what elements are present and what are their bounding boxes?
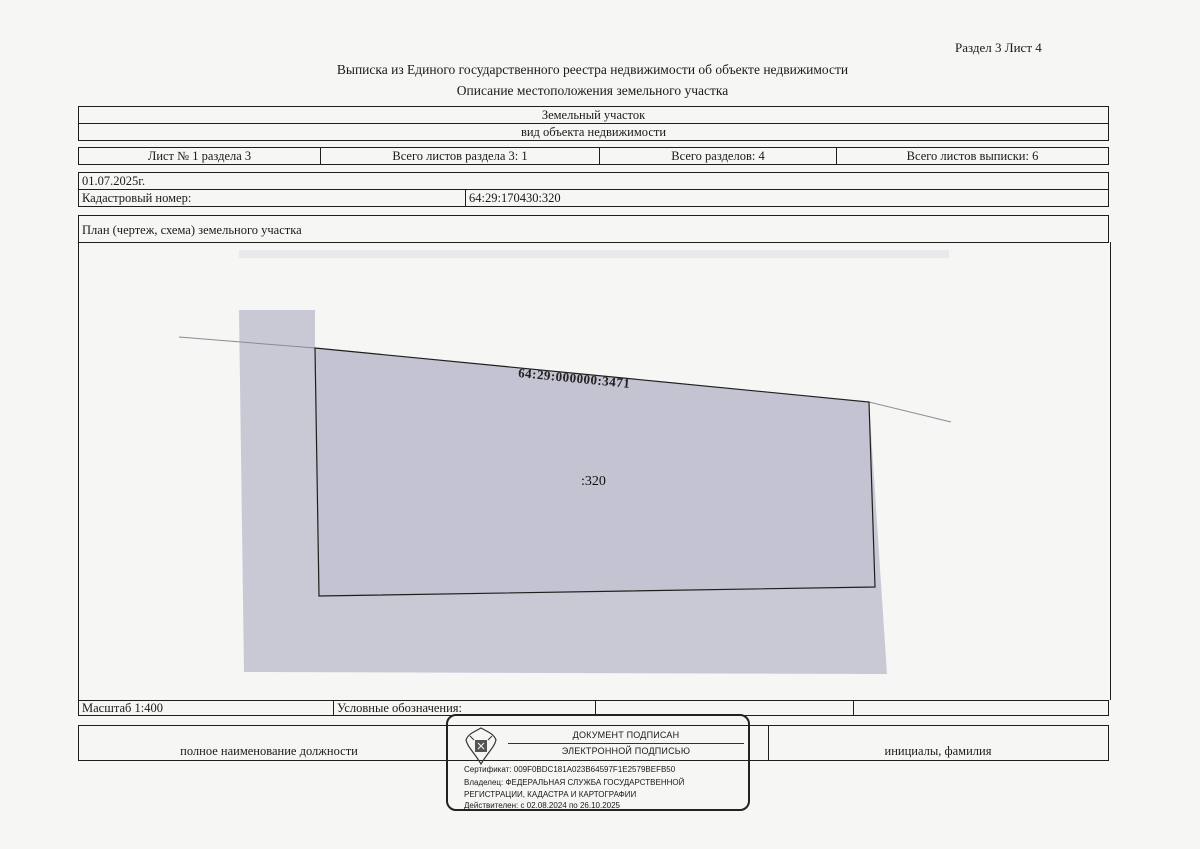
total-sheets-extract: Всего листов выписки: 6 xyxy=(836,147,1109,165)
stamp-validity: Действителен: с 02.08.2024 по 26.10.2025 xyxy=(464,801,620,810)
object-type-label: вид объекта недвижимости xyxy=(78,123,1109,141)
stamp-title-line2: ЭЛЕКТРОННОЙ ПОДПИСЬЮ xyxy=(561,746,691,756)
total-sheets-section: Всего листов раздела 3: 1 xyxy=(320,147,600,165)
stamp-title-line1: ДОКУМЕНТ ПОДПИСАН xyxy=(572,730,680,740)
object-type-value: Земельный участок xyxy=(78,106,1109,124)
section-sheet-indicator: Раздел 3 Лист 4 xyxy=(955,40,1042,55)
stamp-owner-line1: Владелец: ФЕДЕРАЛЬНАЯ СЛУЖБА ГОСУДАРСТВЕННОЙ xyxy=(464,778,685,787)
signature-divider xyxy=(768,725,769,761)
total-sections: Всего разделов: 4 xyxy=(599,147,837,165)
legend-label: Условные обозначения: xyxy=(333,700,596,716)
electronic-signature-stamp xyxy=(446,714,750,811)
initials-label: инициалы, фамилия xyxy=(884,744,992,758)
stamp-divider xyxy=(508,743,744,744)
document-subtitle: Описание местоположения земельного участка xyxy=(456,83,729,98)
scale-label: Масштаб 1:400 xyxy=(78,700,334,716)
subject-parcel-label: :320 xyxy=(581,474,606,489)
parcel-scheme xyxy=(79,242,1110,700)
document-title: Выписка из Единого государственного реестра недвижимости об объекте недвижимости xyxy=(336,62,849,77)
plan-title: План (чертеж, схема) земельного участка xyxy=(78,215,1109,243)
stamp-owner-line2: РЕГИСТРАЦИИ, КАДАСТРА И КАРТОГРАФИИ xyxy=(464,790,637,799)
sheet-number: Лист № 1 раздела 3 xyxy=(78,147,321,165)
extract-date: 01.07.2025г. xyxy=(78,172,1109,190)
position-label: полное наименование должности xyxy=(180,744,358,758)
plan-drawing-area xyxy=(78,242,1111,700)
cadastral-number-value: 64:29:170430:320 xyxy=(465,189,1109,207)
legend-cell-empty xyxy=(853,700,1109,716)
neighbor-boundary-line xyxy=(869,402,951,422)
scan-artifact xyxy=(239,250,949,258)
emblem-icon xyxy=(464,726,498,766)
neighbor-parcel-label: 64:29:000000:3471 xyxy=(517,365,631,391)
stamp-certificate: Сертификат: 009F0BDC181A023B64597F1E2579BEFB50 xyxy=(464,765,676,774)
cadastral-number-label: Кадастровый номер: xyxy=(78,189,466,207)
